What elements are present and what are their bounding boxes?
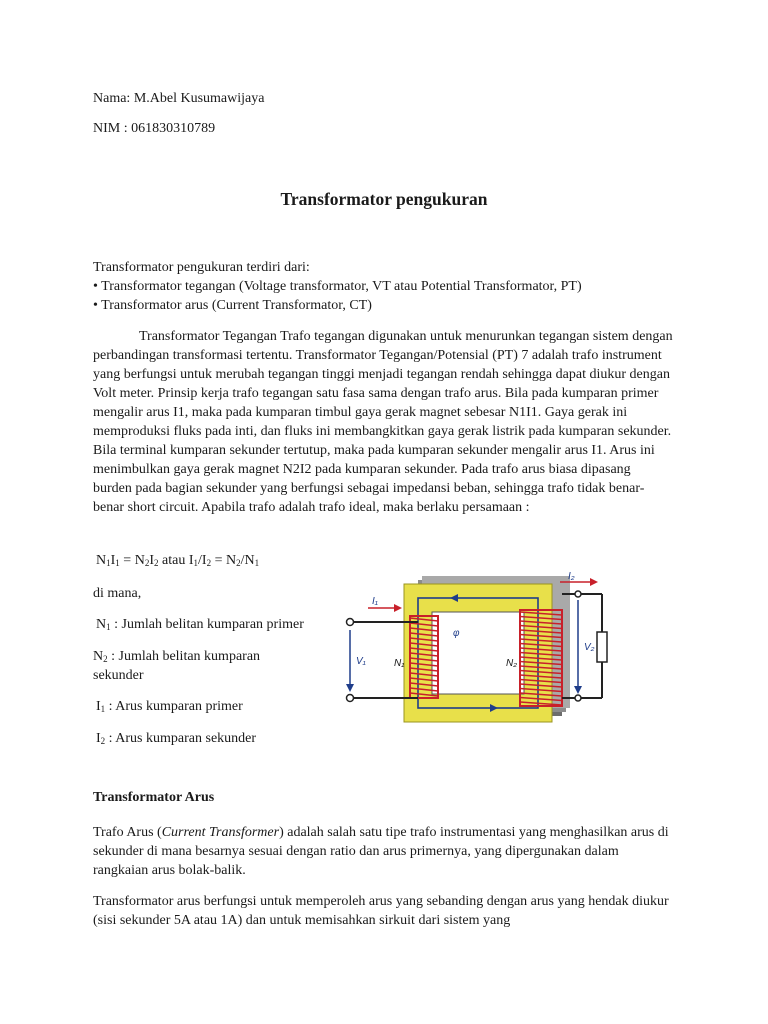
student-nim: NIM : 061830310789 <box>93 121 216 136</box>
def-n1: $N_1$ : Jumlah belitan kumparan primer <box>96 617 304 632</box>
label-v1: V₁ <box>356 656 366 667</box>
bullet-current-transformer: • Transformator arus (Current Transformator, CT) <box>93 298 372 313</box>
ideal-equation: $N_1I_1 = N_2I_2$ atau $I_1/I_2 = N_2/N_1$ <box>96 553 260 568</box>
paragraph-voltage-transformer <box>93 327 673 517</box>
transformer-diagram <box>340 570 622 732</box>
paragraph-current-transformer-definition: Trafo Arus (Current Transformer) adalah salah satu tipe trafo instrumentasi yang menghasilkan arus di sekunder di mana besarnya sesuai dengan ratio dan arus primernya, yang dipergunakan dalam rangkaian arus bolak-balik. <box>93 825 669 878</box>
secondary-terminal-top <box>575 591 581 597</box>
secondary-terminal-bottom <box>575 695 581 701</box>
label-phi: φ <box>453 628 460 639</box>
def-n2-cont: sekunder <box>93 668 144 683</box>
label-v2: V₂ <box>584 642 595 653</box>
document-title: Transformator pengukuran <box>280 189 488 209</box>
intro-lead: Transformator pengukuran terdiri dari: <box>93 260 310 275</box>
def-i1: $I_1$ : Arus kumparan primer <box>96 699 243 714</box>
paragraph-text: Transformator Tegangan Trafo tegangan digunakan untuk menurunkan tegangan sistem dengan perbandingan transformasi tertentu. Transformator Tegangan/Potensial (PT) 7 adalah trafo instrument yang berfungsi untuk merubah tegangan tinggi menjadi tegangan rendah sehingga dapat diukur dengan Volt meter. Prinsip kerja trafo tegangan satu fasa sama dengan trafo arus. Bila pada kumparan primer mengalir arus I1, maka pada kumparan timbul gaya gerak magnet sebesar N1I1. Gaya gerak ini memproduksi fluks pada inti, dan fluks ini membangkitkan gaya gerak listrik pada kumparan sekunder. Bila terminal kumparan sekunder tertutup, maka pada kumparan sekunder mengalir arus I1. Arus ini menimbulkan gaya gerak magnet N2I2 pada kumparan sekunder. Pada trafo arus biasa dipasang burden pada bagian sekunder yang berfungsi sebagai impedansi beban, sehingga trafo tidak benar-benar short circuit. Apabila trafo adalah trafo ideal, maka berlaku persamaan : <box>93 329 673 515</box>
core-window <box>432 612 524 694</box>
di-mana: di mana, <box>93 586 142 601</box>
student-name: Nama: M.Abel Kusumawijaya <box>93 91 265 106</box>
primary-terminal-top <box>347 619 354 626</box>
label-i2: I₂ <box>568 571 575 582</box>
label-n1: N₁ <box>394 658 405 669</box>
def-i2: $I_2$ : Arus kumparan sekunder <box>96 731 257 746</box>
primary-terminal-bottom <box>347 695 354 702</box>
section-heading-transformator-arus: Transformator Arus <box>93 790 215 805</box>
label-n2: N₂ <box>506 658 518 669</box>
def-n2: $N_2$ : Jumlah belitan kumparan <box>93 649 261 664</box>
label-i1: I₁ <box>372 596 378 607</box>
bullet-voltage-transformer: • Transformator tegangan (Voltage transformator, VT atau Potential Transformator, PT) <box>93 279 582 294</box>
paragraph-current-transformer-function: Transformator arus berfungsi untuk memperoleh arus yang sebanding dengan arus yang hendak diukur (sisi sekunder 5A atau 1A) dan untuk memisahkan sirkuit dari sistem yang <box>93 894 669 928</box>
burden-resistor <box>597 632 607 662</box>
